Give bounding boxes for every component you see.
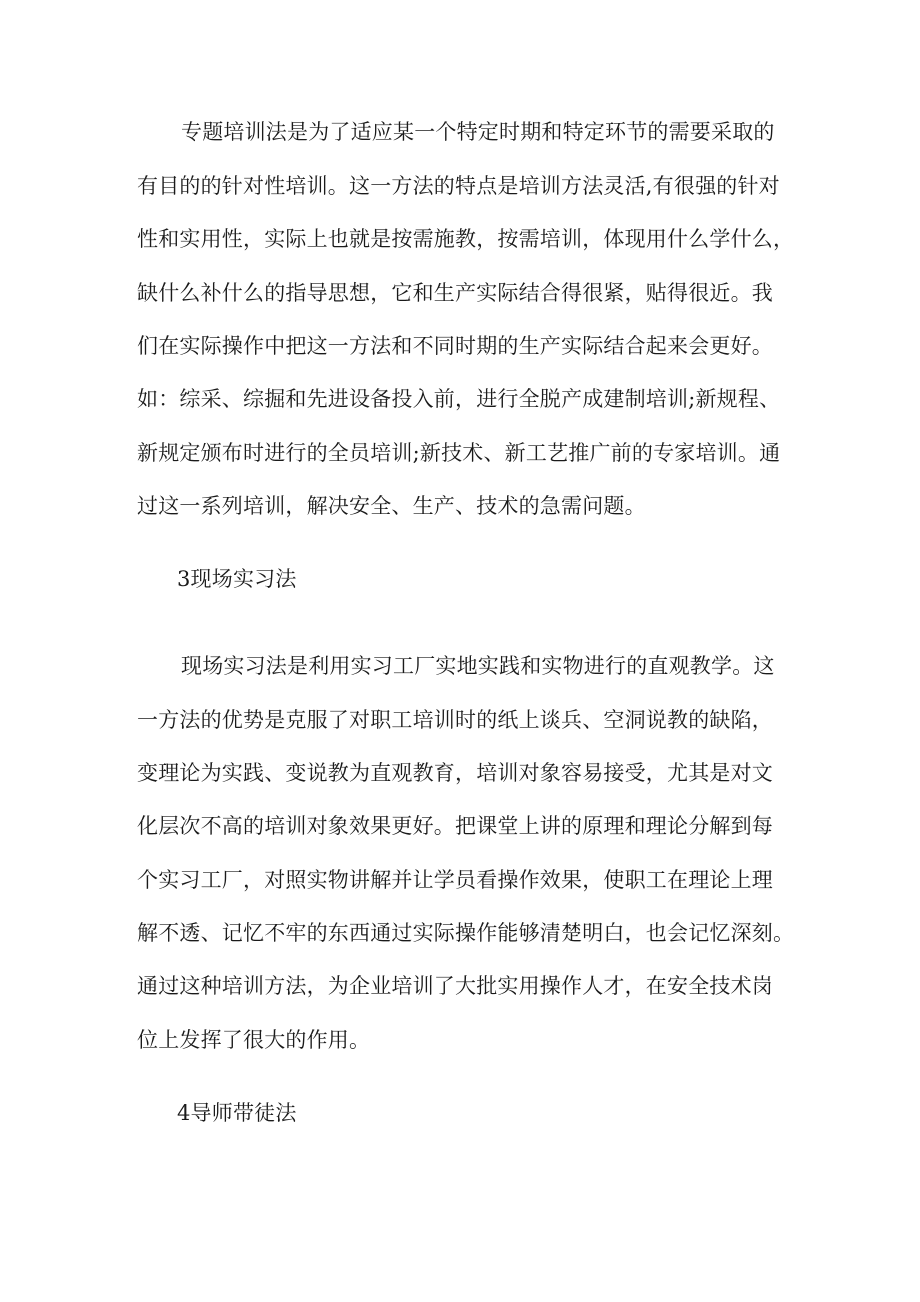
paragraph-line: 们在实际操作中把这一方法和不同时期的生产实际结合起来会更好。 xyxy=(137,334,773,358)
paragraph-line: 解不透、记忆不牢的东西通过实际操作能够清楚明白，也会记忆深刻。 xyxy=(137,921,795,945)
paragraph-line: 一方法的优势是克服了对职工培训时的纸上谈兵、空洞说教的缺陷， xyxy=(137,708,773,732)
paragraph-line: 如：综采、综掘和先进设备投入前，进行全脱产成建制培训;新规程、 xyxy=(137,387,781,411)
paragraph-line: 变理论为实践、变说教为直观教育，培训对象容易接受，尤其是对文 xyxy=(137,761,773,785)
paragraph-line: 新规定颁布时进行的全员培训;新技术、新工艺推广前的专家培训。通 xyxy=(137,441,781,465)
paragraph-line: 缺什么补什么的指导思想，它和生产实际结合得很紧，贴得很近。我 xyxy=(137,281,773,305)
paragraph-line: 现场实习法是利用实习工厂实地实践和实物进行的直观教学。这 xyxy=(181,654,775,678)
paragraph-line: 性和实用性，实际上也就是按需施教，按需培训，体现用什么学什么， xyxy=(137,227,795,251)
section-heading-4: 4导师带徒法 xyxy=(177,1101,297,1125)
paragraph-line: 有目的的针对性培训。这一方法的特点是培训方法灵活,有很强的针对 xyxy=(137,174,780,198)
paragraph-line: 个实习工厂，对照实物讲解并让学员看操作效果，使职工在理论上理 xyxy=(137,868,773,892)
paragraph-line: 专题培训法是为了适应某一个特定时期和特定环节的需要采取的 xyxy=(181,120,775,144)
section-heading-3: 3现场实习法 xyxy=(177,567,297,591)
paragraph-line: 通过这种培训方法，为企业培训了大批实用操作人才，在安全技术岗 xyxy=(137,974,773,998)
paragraph-line: 位上发挥了很大的作用。 xyxy=(137,1028,371,1052)
paragraph-line: 过这一系列培训，解决安全、生产、技术的急需问题。 xyxy=(137,494,646,518)
paragraph-line: 化层次不高的培训对象效果更好。把课堂上讲的原理和理论分解到每 xyxy=(137,814,773,838)
